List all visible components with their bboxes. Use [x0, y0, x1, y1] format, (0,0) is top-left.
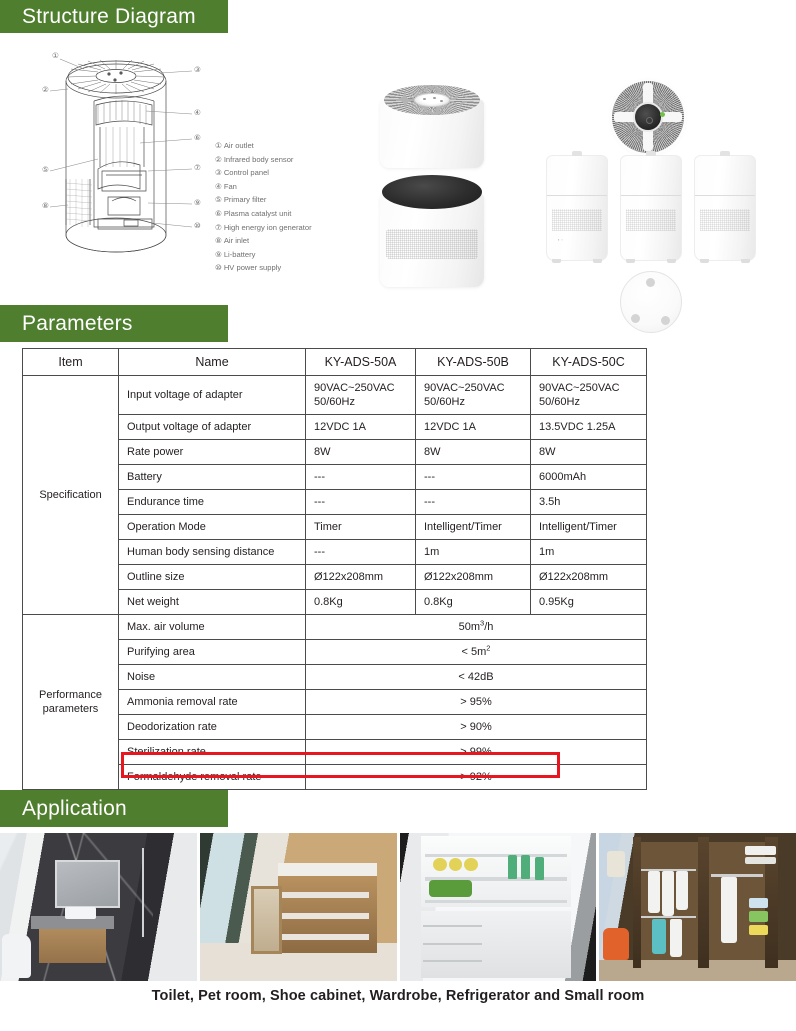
legend-number: ④	[215, 181, 222, 191]
product-marking: ▪ ▫	[558, 237, 564, 242]
shoe-shelf	[282, 913, 369, 919]
product-body	[694, 155, 756, 261]
row-value-merged: < 42dB	[306, 665, 647, 690]
row-value-b: 90VAC~250VAC 50/60Hz	[416, 376, 531, 415]
row-value-c: 6000mAh	[531, 465, 647, 490]
wardrobe-door	[698, 837, 710, 967]
section-header-application	[0, 790, 228, 827]
row-name: Endurance time	[119, 490, 306, 515]
product-photo-bottom-unit	[380, 175, 484, 287]
armchair	[603, 928, 629, 961]
product-body	[620, 155, 682, 261]
row-name: Sterilization rate	[119, 740, 306, 765]
row-name: Max. air volume	[119, 615, 306, 640]
drawer-edge	[423, 925, 482, 927]
fridge-shelf	[425, 854, 567, 858]
legend-item	[215, 180, 365, 194]
cabinet-top	[278, 863, 376, 876]
row-value-a: 8W	[306, 440, 416, 465]
row-name: Outline size	[119, 565, 306, 590]
hub-dot	[440, 100, 443, 102]
air-inlet-mesh	[626, 209, 676, 231]
row-value-b: 1m	[416, 540, 531, 565]
foot	[626, 259, 635, 263]
legend-label: High energy ion generator	[223, 222, 312, 232]
top-nub	[720, 151, 730, 156]
folded-towel	[749, 925, 769, 935]
row-value-c: Intelligent/Timer	[531, 515, 647, 540]
table-header-row	[23, 349, 647, 376]
group-label-performance: Performance parameters	[23, 615, 119, 790]
legend-number: ②	[215, 154, 222, 164]
shoe-cabinet-photo	[200, 833, 400, 981]
row-value-a: ---	[306, 465, 416, 490]
mirror	[55, 860, 120, 909]
food-item	[429, 880, 472, 896]
column-header-model-b: KY-ADS-50B	[416, 349, 531, 376]
callout-4-icon: ④	[194, 108, 201, 117]
hanging-garment	[721, 877, 737, 942]
column-header-name: Name	[119, 349, 306, 376]
callout-8-icon: ⑧	[42, 201, 49, 210]
group-label-specification: Specification	[23, 376, 119, 615]
rubber-pad	[661, 316, 670, 325]
product-photo-side-view-2	[620, 151, 682, 263]
section-title-text: Structure Diagram	[22, 4, 196, 28]
row-value-b: Intelligent/Timer	[416, 515, 531, 540]
wardrobe-door	[633, 837, 641, 967]
row-value-a: ---	[306, 490, 416, 515]
section-title-text: Application	[22, 796, 127, 820]
row-value-b: ---	[416, 490, 531, 515]
row-name: Output voltage of adapter	[119, 415, 306, 440]
row-name: Input voltage of adapter	[119, 376, 306, 415]
rubber-pad	[646, 278, 655, 287]
callout-2-icon: ②	[42, 85, 49, 94]
section-title-text: Parameters	[22, 311, 133, 335]
wardrobe-photo	[599, 833, 796, 981]
cabinet-door	[251, 886, 282, 954]
drawer-edge	[423, 943, 482, 945]
application-caption: Toilet, Pet room, Shoe cabinet, Wardrobe, Refrigerator and Small room	[151, 988, 645, 1004]
row-value-b: 12VDC 1A	[416, 415, 531, 440]
rubber-pad	[631, 314, 640, 323]
body-seam	[695, 195, 755, 196]
floor-lamp	[607, 851, 625, 878]
row-name: Formaldehyde removal rate	[119, 765, 306, 790]
callout-5-icon: ⑤	[42, 165, 49, 174]
bottle	[535, 857, 544, 881]
shoe-shelf	[282, 934, 369, 940]
product-photo-top-unit	[380, 85, 484, 168]
hanging-garment	[652, 919, 666, 955]
row-value-a: 12VDC 1A	[306, 415, 416, 440]
vanity-cabinet	[39, 929, 106, 963]
product-photo-side-view-1	[546, 151, 608, 263]
row-value-a: ---	[306, 540, 416, 565]
row-value-c: 8W	[531, 440, 647, 465]
row-value-merged: > 99%	[306, 740, 647, 765]
row-value-a: 90VAC~250VAC 50/60Hz	[306, 376, 416, 415]
legend-label: Control panel	[223, 168, 269, 178]
row-name: Purifying area	[119, 640, 306, 665]
legend-item	[215, 248, 365, 262]
legend-label: Plasma catalyst unit	[223, 208, 292, 218]
wash-basin	[65, 907, 96, 919]
product-body	[546, 155, 608, 261]
legend-item	[215, 139, 365, 153]
legend-number: ⑦	[215, 222, 222, 232]
bathroom-photo	[0, 833, 200, 981]
row-name: Battery	[119, 465, 306, 490]
top-nub	[646, 151, 656, 156]
callout-6-icon: ⑥	[194, 133, 201, 142]
legend-number: ⑧	[215, 236, 222, 246]
folded-towel	[749, 911, 769, 921]
legend-item	[215, 234, 365, 248]
row-value-b: Ø122x208mm	[416, 565, 531, 590]
hanging-garment	[662, 871, 674, 915]
air-inlet-mesh	[552, 209, 602, 231]
hanging-rail	[641, 916, 696, 918]
row-value-c: 0.95Kg	[531, 590, 647, 615]
row-name: Noise	[119, 665, 306, 690]
legend-label: Li-battery	[223, 249, 256, 259]
freezer-drawers	[421, 911, 571, 978]
legend-item	[215, 221, 365, 235]
row-name: Operation Mode	[119, 515, 306, 540]
legend-item	[215, 261, 365, 275]
row-value-b: 0.8Kg	[416, 590, 531, 615]
air-inlet-mesh	[386, 229, 478, 259]
shower-column	[142, 848, 144, 937]
drawer-edge	[423, 960, 482, 962]
row-name: Net weight	[119, 590, 306, 615]
folded-bedding	[745, 846, 776, 855]
fridge-shelf	[425, 900, 567, 904]
legend-item	[215, 166, 365, 180]
toilet	[2, 934, 32, 978]
bottle	[508, 855, 517, 879]
hanging-rail	[641, 869, 696, 871]
legend-label: Infrared body sensor	[223, 154, 294, 164]
filter-cap	[382, 175, 482, 209]
callout-10-icon: ⑩	[194, 221, 201, 230]
row-name: Rate power	[119, 440, 306, 465]
table-row	[23, 376, 647, 415]
shoe-shelf	[282, 892, 369, 898]
legend-label: HV power supply	[223, 263, 282, 273]
folded-towel	[749, 898, 769, 908]
legend-number: ⑥	[215, 208, 222, 218]
bottle	[521, 855, 530, 879]
legend-label: Fan	[223, 181, 237, 191]
section-header-parameters	[0, 305, 228, 342]
body-seam	[621, 195, 681, 196]
row-value-a: Ø122x208mm	[306, 565, 416, 590]
row-value-merged: < $5m^2$	[306, 640, 647, 665]
control-hub	[414, 93, 450, 107]
row-value-c: 13.5VDC 1.25A	[531, 415, 647, 440]
legend-item	[215, 153, 365, 167]
row-value-a: Timer	[306, 515, 416, 540]
row-value-merged: $50m^3/h$	[306, 615, 647, 640]
air-inlet-mesh	[700, 209, 750, 231]
row-value-merged: > 92%	[306, 765, 647, 790]
product-photo-bottom-view	[620, 271, 682, 333]
column-header-model-c: KY-ADS-50C	[531, 349, 647, 376]
parameters-table	[22, 348, 647, 790]
foot	[593, 259, 602, 263]
column-header-model-a: KY-ADS-50A	[306, 349, 416, 376]
callout-9-icon: ⑨	[194, 198, 201, 207]
control-panel-hub	[633, 102, 663, 132]
legend-number: ⑤	[215, 195, 222, 205]
cutaway-illustration	[28, 39, 224, 285]
table-row	[23, 615, 647, 640]
application-image-strip	[0, 833, 796, 981]
hanging-garment	[648, 871, 660, 912]
status-led-icon	[660, 112, 665, 117]
foot	[700, 259, 709, 263]
section-header-structure-diagram	[0, 0, 228, 33]
top-nub	[572, 151, 582, 156]
row-value-a: 0.8Kg	[306, 590, 416, 615]
structure-legend	[215, 139, 365, 275]
legend-item	[215, 193, 365, 207]
hub-dot	[433, 97, 436, 99]
callout-7-icon: ⑦	[194, 163, 201, 172]
legend-label: Primary filter	[223, 195, 267, 205]
foot	[667, 259, 676, 263]
row-name: Human body sensing distance	[119, 540, 306, 565]
hanging-garment	[676, 871, 688, 909]
legend-number: ①	[215, 141, 222, 150]
callout-1-icon: ①	[52, 51, 59, 60]
row-value-b: 8W	[416, 440, 531, 465]
refrigerator-photo	[400, 833, 600, 981]
callout-3-icon: ③	[194, 65, 201, 74]
air-purifier-cutaway-icon	[28, 39, 224, 285]
legend-number: ③	[215, 168, 222, 178]
row-name: Deodorization rate	[119, 715, 306, 740]
legend-number: ⑨	[215, 249, 222, 259]
parameters-table-wrap	[22, 348, 646, 790]
row-name: Ammonia removal rate	[119, 690, 306, 715]
product-photo-top-view	[612, 81, 684, 153]
row-value-merged: > 90%	[306, 715, 647, 740]
legend-label: Air inlet	[223, 236, 250, 246]
folded-bedding	[745, 857, 776, 864]
row-value-c: 3.5h	[531, 490, 647, 515]
structure-diagram-area	[0, 33, 796, 305]
row-value-b: ---	[416, 465, 531, 490]
row-value-c: 1m	[531, 540, 647, 565]
row-value-c: Ø122x208mm	[531, 565, 647, 590]
row-value-c: 90VAC~250VAC 50/60Hz	[531, 376, 647, 415]
product-photo-side-view-3	[694, 151, 756, 263]
legend-item	[215, 207, 365, 221]
hanging-garment	[670, 919, 682, 957]
foot	[552, 259, 561, 263]
sensor-icon	[646, 117, 653, 124]
column-header-item: Item	[23, 349, 119, 376]
legend-number: ⑩	[215, 263, 222, 273]
body-seam	[547, 195, 607, 196]
hub-dot	[423, 98, 426, 100]
row-value-merged: > 95%	[306, 690, 647, 715]
legend-label: Air outlet	[223, 141, 254, 150]
foot	[741, 259, 750, 263]
hanging-rail	[711, 874, 762, 876]
